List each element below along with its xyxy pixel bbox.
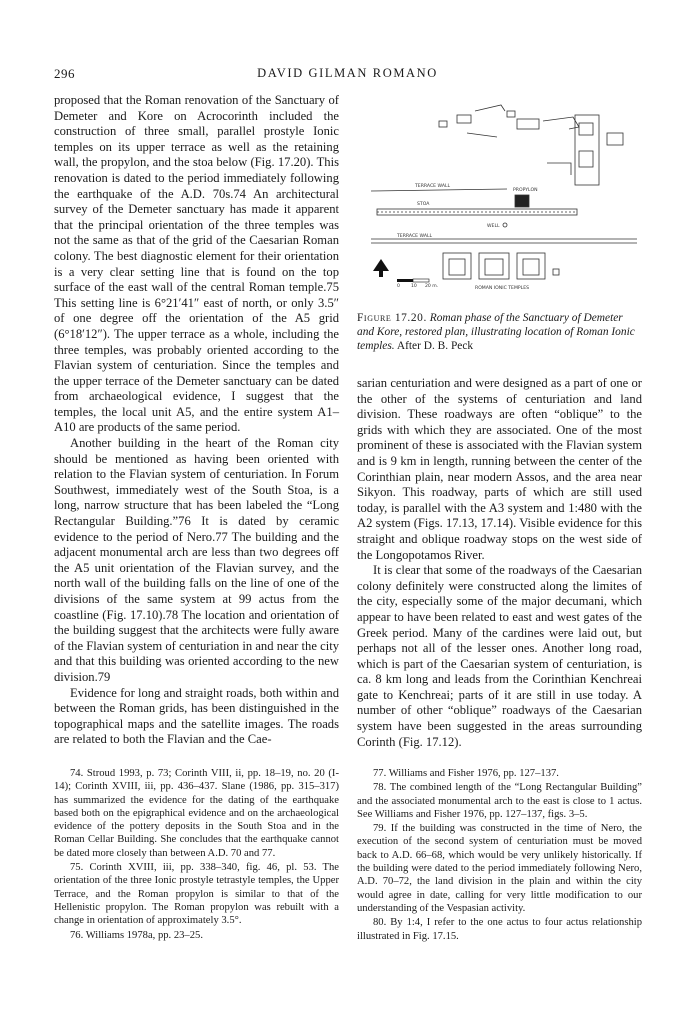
label-terrace-wall-lower: TERRACE WALL — [397, 234, 433, 239]
plan-right-block — [575, 115, 599, 185]
plan-wall — [467, 133, 497, 137]
plan-structure — [507, 111, 515, 117]
plan-room — [607, 133, 623, 145]
figure-label: Figure 17.20. — [357, 312, 427, 324]
label-terrace-wall-upper: TERRACE WALL — [415, 184, 451, 189]
figure-title: Roman phase of the Sanctuary of Demeter and Kore, restored plan, illustrating location of Roman Ionic temples. — [357, 312, 635, 353]
propylon-structure — [515, 195, 529, 207]
scale-bar-segment — [413, 279, 429, 282]
footnote-78: 78. The combined length of the “Long Rectangular Building” and the associated monumental arch to the east is close to 1 actus. See Williams and Fisher 1976, pp. 127–137, figs. 3–5. — [357, 782, 642, 820]
running-head: DAVID GILMAN ROMANO — [257, 66, 438, 80]
sanctuary-plan-drawing — [357, 93, 642, 305]
right-column — [357, 376, 642, 750]
footnote-79: 79. If the building was constructed in the time of Nero, the execution of the second system of centuriation must be moved back to A.D. 66–68, which would be very unlikely historically. If the building were dated to the period immediately following Nero, A.D. 70–72, the land division in the plain and within the city would agree in date, calling for very little modification to our understanding of the Vespasian activity. — [357, 823, 642, 914]
label-roman-ionic-temples: ROMAN IONIC TEMPLES — [475, 286, 530, 291]
plan-structure — [517, 119, 539, 129]
paragraph: It is clear that some of the roadways of the Caesarian colony definitely were constructed along the limites of the city, especially some of the major decumani, which appear to have been related to east and west gates of the Greek period. Many of the cardines were laid out, but perhaps not all of the lesser ones. Another long road, which is part of the Caesarian system of centuriation, is ca. 8 km long and leads from the Corinthian Kenchreai gate to Kenchreai; parts of it are still in use today. A number of other “oblique” roadways of the Caesarian system have been suggested in the areas surrounding Corinth (Fig. 17.12). — [357, 563, 642, 749]
north-arrow-icon — [373, 259, 389, 271]
figure-caption — [357, 311, 642, 354]
plan-structure — [553, 269, 559, 275]
figure-17-20 — [357, 93, 642, 354]
label-well: WELL — [487, 224, 500, 229]
plan-room — [579, 151, 593, 167]
scale-bar-segment — [397, 279, 413, 282]
paragraph: sarian centuriation and were designed as a part of one or the other of the systems of centuriation and land division. These roadways are often “oblique” to the grids with which they are associated. One of the most prominent of these is associated with the Flavian system and is 9 km in length, running between the center of the Corinthian plain, near modern Assos, and the area near Sikyon. This roadway, parts of which are still used today, is parallel with the A3 system and 1:480 with the A2 system (Figs. 17.13, 17.14). Visible evidence for this straight and oblique roadway stops on the west side of the Longopotamos River. — [357, 376, 642, 562]
paragraph: Evidence for long and straight roads, both within and between the Roman grids, has been distinguished in the topographical maps and the satellite images. The roads are related to both the Flavian and the Cae- — [54, 685, 339, 747]
footnotes-right — [357, 767, 642, 944]
left-column — [54, 93, 339, 748]
temple-cella — [449, 259, 465, 275]
paragraph: Another building in the heart of the Roman city should be mentioned as having been oriented with relation to the Flavian system of centuriation. In Forum Southwest, immediately west of the South Stoa, is a long, narrow structure that has been labeled the “Long Rectangular Building.”76 It is dated by ceramic evidence to the period of Nero.77 The building and the adjacent monumental arch are less than two degrees off the A5 unit orientation of the Flavian survey, and the north wall of the building falls on the line of one of the divisions of the same system at 99 actus from the coastline (Fig. 17.10).78 The location and orientation of the building suggest that the architects were fully aware of the Flavian system of centuriation in and near the city and that this building was oriented according to the new division.79 — [54, 436, 339, 684]
footnote-77: 77. Williams and Fisher 1976, pp. 127–137. — [373, 768, 559, 779]
well-marker — [503, 223, 507, 227]
footnote-76: 76. Williams 1978a, pp. 23–25. — [70, 929, 203, 941]
page-header — [0, 66, 695, 86]
temple-cella — [485, 259, 503, 275]
footnote-75: 75. Corinth XVIII, iii, pp. 338–340, fig. 46, pl. 53. The orientation of the three Ionic prostyle tetrastyle temples, the Upper Terrace, and the Roman propylon is similar to that of the Hellenistic propylon. The Roman propylon was rebuilt with a change in orientation of approximately 3.5°. — [54, 862, 339, 927]
footnote-74: 74. Stroud 1993, p. 73; Corinth VIII, ii, pp. 18–19, no. 20 (I-14); Corinth XVIII, iii, pp. 436–437. Slane (1986, pp. 315–317) has summarized the evidence for the dating of the earthquake based both on the epigraphical evidence and on the archaeological evidence of the pottery deposits in the South Stoa and in the Roman Cellar Building. She concludes that the earthquake cannot be dated more closely than between A.D. 70 and 77. — [54, 768, 339, 859]
terrace-wall-upper — [371, 189, 507, 191]
plan-room — [579, 123, 593, 135]
footnotes-left — [54, 767, 339, 943]
label-propylon: PROPYLON — [513, 188, 538, 193]
scale-label-end: 20 m. — [425, 284, 439, 289]
plan-wall — [543, 117, 579, 129]
page-number: 296 — [54, 66, 75, 81]
north-arrow-shaft — [379, 271, 383, 277]
plan-wall — [475, 105, 505, 111]
figure-credit: After D. B. Peck — [396, 340, 474, 353]
temple-cella — [523, 259, 539, 275]
plan-structure — [439, 121, 447, 127]
plan-wall — [547, 163, 571, 175]
label-stoa: STOA — [417, 202, 430, 207]
paragraph: proposed that the Roman renovation of the Sanctuary of Demeter and Kore on Acrocorinth included the construction of three small, parallel prostyle Ionic temples on its upper terrace as well as the retaining wall, the propylon, and the stoa below (Fig. 17.20). This renovation is dated to the period immediately following the earthquake of the A.D. 70s.74 An architectural survey of the Demeter sanctuary has made it apparent that the principal orientation of the three temples was not the same as that of the grid of the Caesarian Roman colony. The best diagnostic element for their orientation is a very clear setting line that is found on the top surface of the east wall of the central Roman temple.75 This setting line is 6°21′41″ east of north, or only 3.5″ of one degree off the orientation of the A5 grid (6°18′12″). The upper terrace as a whole, including the three temples, was probably oriented according to the Flavian system of centuriation. Since the temples and the upper terrace of the Demeter sanctuary can be dated from archaeological evidence, I suggest that the temples, the local unit A5, and the entire system A1–A10 are products of the same period. — [54, 93, 339, 435]
plan-structure — [457, 115, 471, 123]
footnote-80: 80. By 1:4, I refer to the one actus to four actus relationship illustrated in Fig. 17.15. — [357, 917, 642, 942]
scale-label-mid: 10 — [411, 284, 417, 289]
scale-label-zero: 0 — [397, 284, 400, 289]
